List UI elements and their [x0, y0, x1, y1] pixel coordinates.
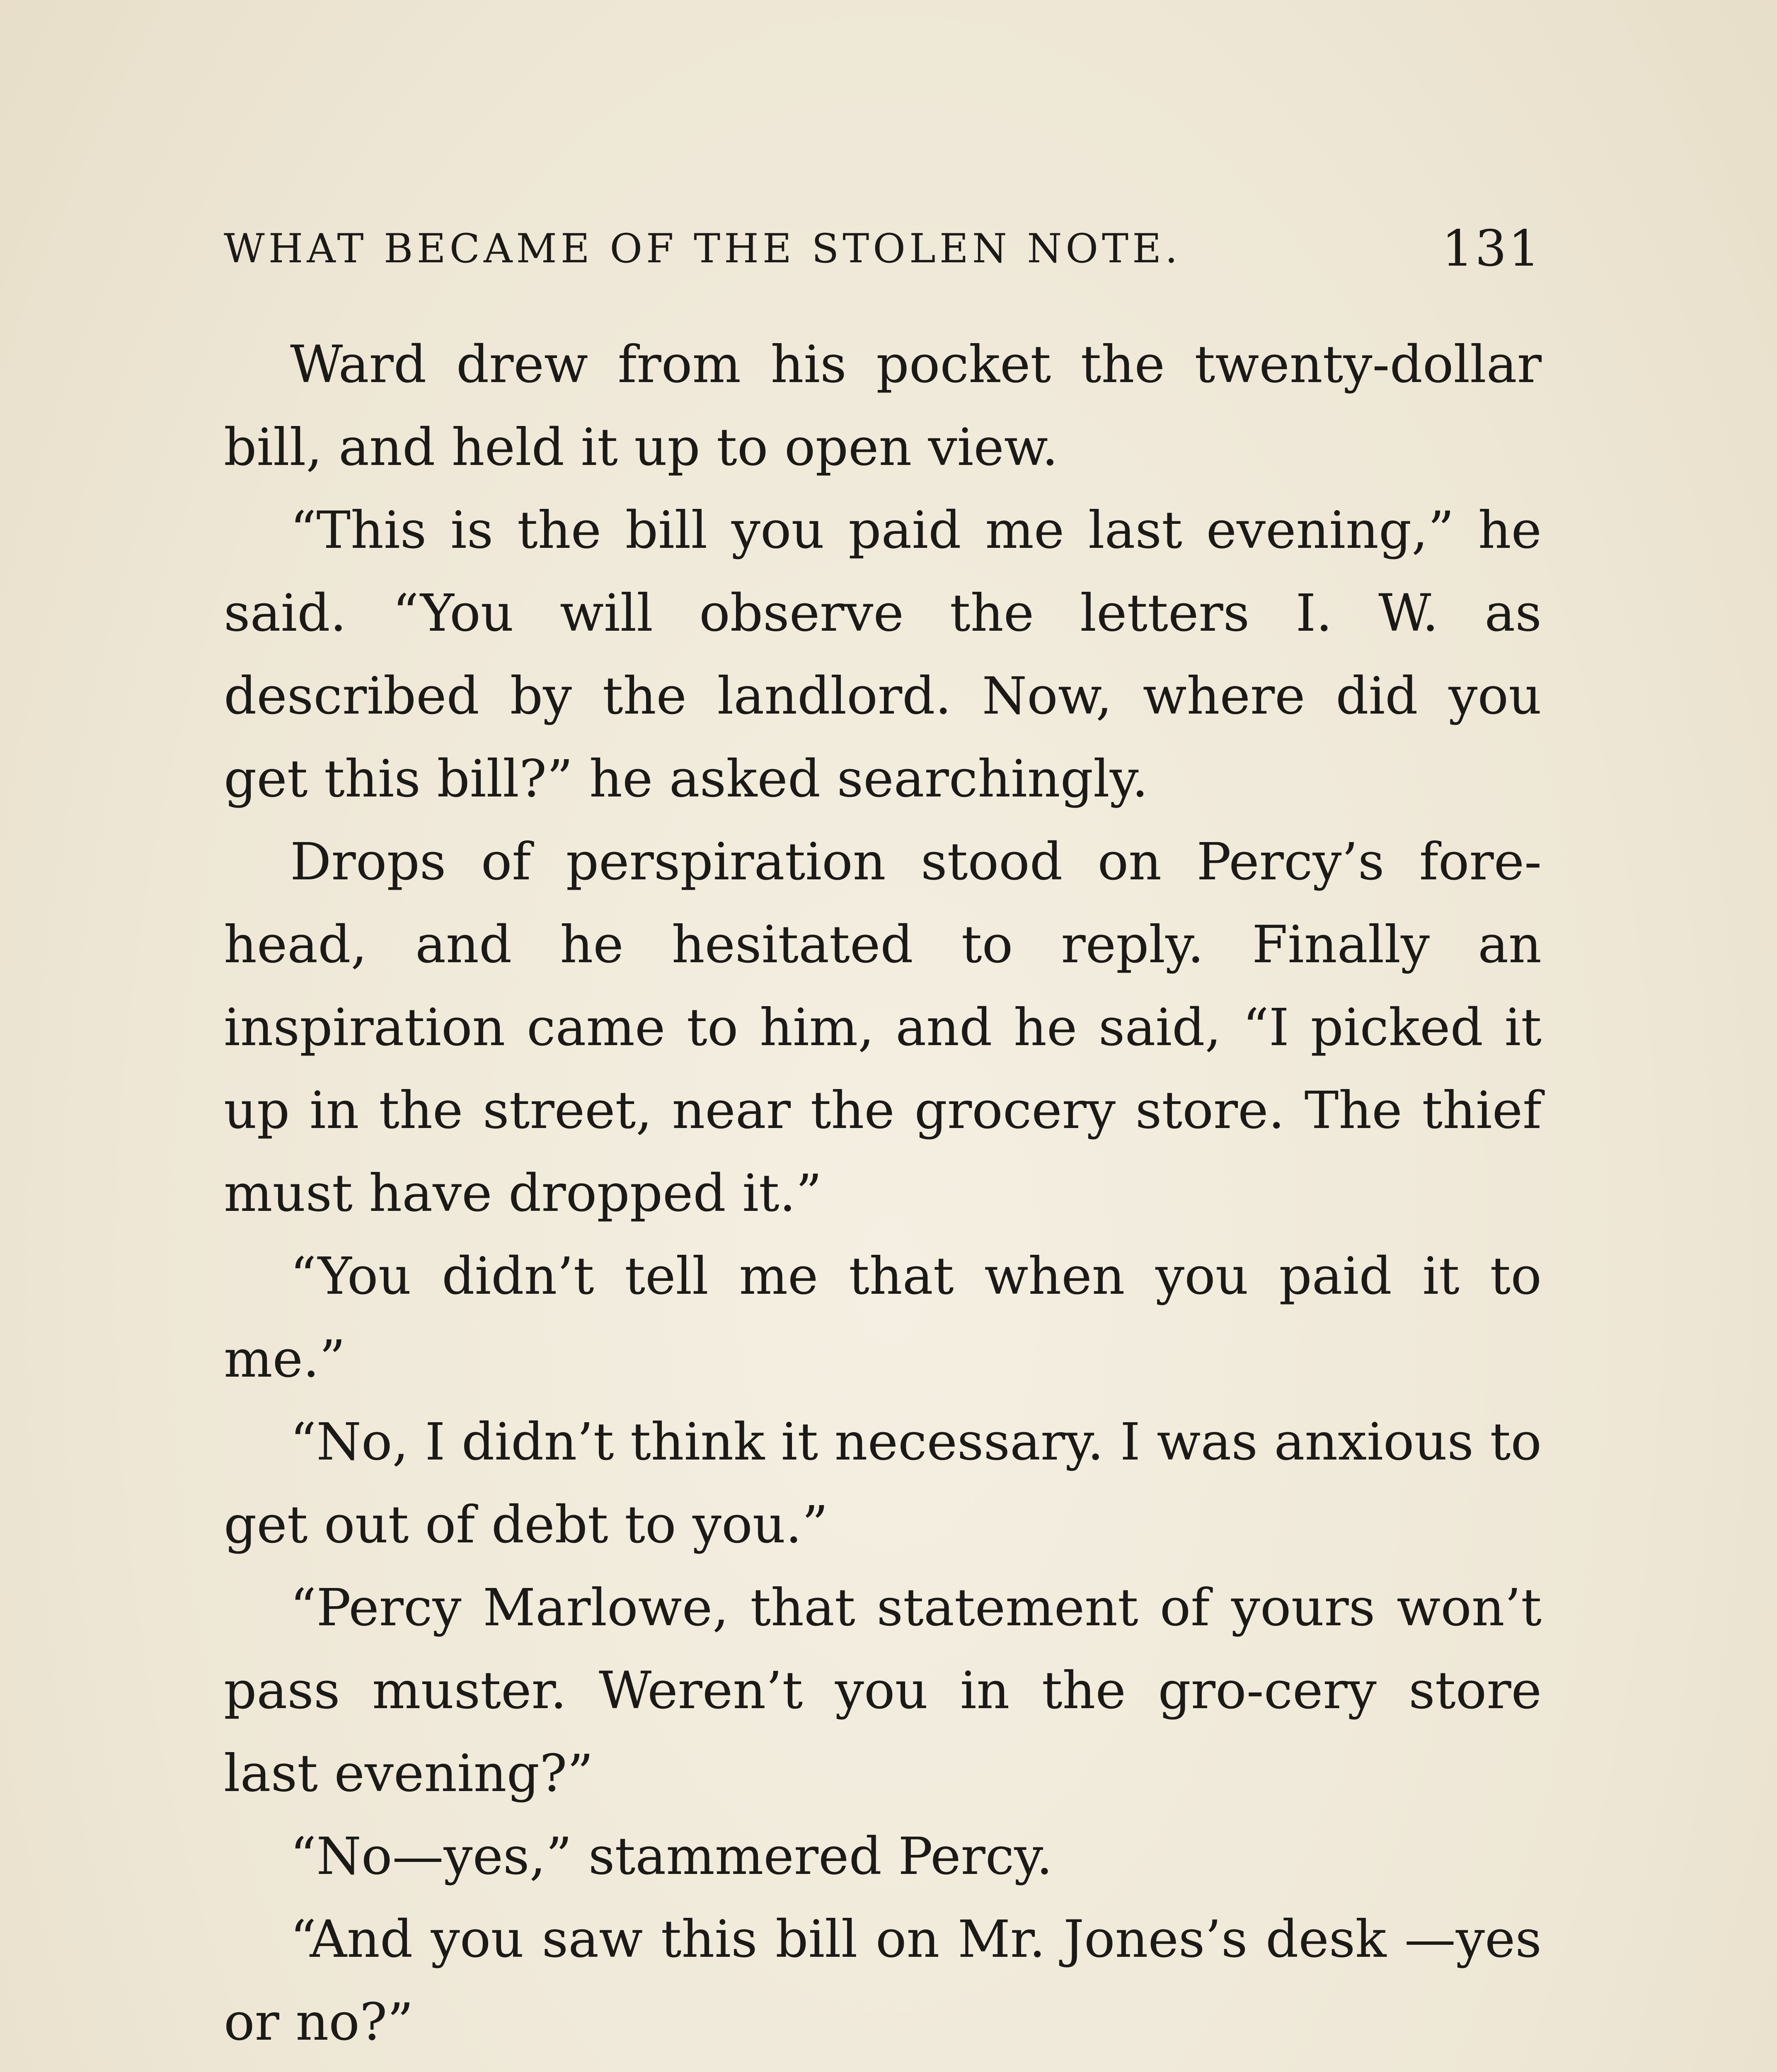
page-number: 131	[1441, 220, 1542, 278]
paragraph: “This is the bill you paid me last evening,” he said. “You will observe the letters I. W. as described by the landlord. Now, where did you get this bill?” he asked searchingly.	[224, 501, 1542, 809]
paragraph: “You didn’t tell me that when you paid it to me.”	[224, 1247, 1542, 1389]
running-title: WHAT BECAME OF THE STOLEN NOTE.	[224, 225, 1181, 272]
body-text	[224, 323, 1542, 2072]
paragraph: “And you saw this bill on Mr. Jones’s desk —yes or no?”	[224, 1910, 1542, 2052]
paragraph: Ward drew from his pocket the twenty-dollar bill, and held it up to open view.	[224, 335, 1542, 477]
paragraph: “No—yes,” stammered Percy.	[290, 1827, 1053, 1886]
running-head	[224, 207, 1542, 290]
paragraph: “Percy Marlowe, that statement of yours won’t pass muster. Weren’t you in the gro-cery store last evening?”	[224, 1578, 1542, 1803]
paragraph: “No, I didn’t think it necessary. I was anxious to get out of debt to you.”	[224, 1412, 1542, 1555]
paragraph: Drops of perspiration stood on Percy’s fore-head, and he hesitated to reply. Finally an inspiration came to him, and he said, “I picked it up in the street, near the grocery store. The thief must have dropped it.”	[224, 832, 1542, 1223]
paragraph	[224, 2064, 1542, 2072]
